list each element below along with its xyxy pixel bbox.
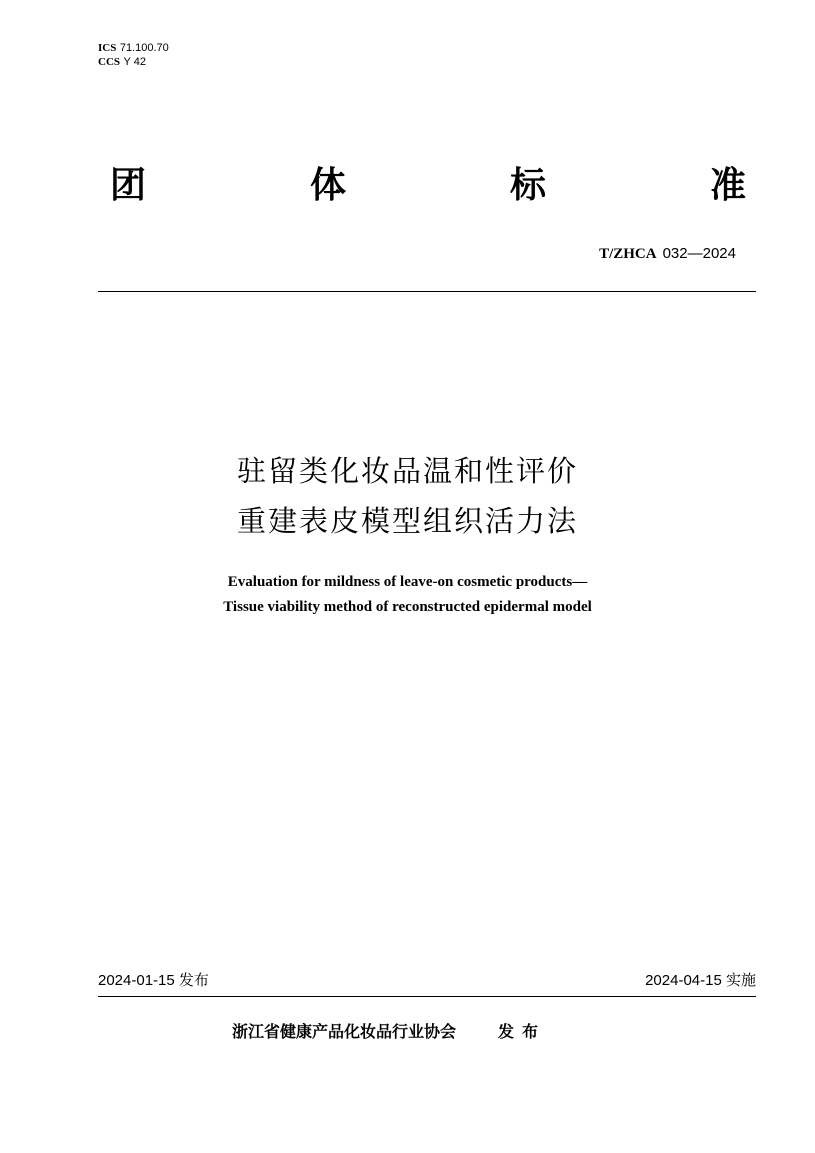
standard-code-prefix: T/ZHCA: [599, 246, 657, 262]
publisher-line: [232, 1022, 546, 1042]
date-row: [98, 972, 756, 990]
ccs-value: Y 42: [123, 56, 146, 68]
publisher-action: 发布: [498, 1022, 547, 1041]
standard-code: [599, 244, 736, 263]
standard-type-char: 标: [509, 165, 546, 206]
publisher-org: 浙江省健康产品化妆品行业协会: [232, 1022, 457, 1041]
ccs-label: CCS: [98, 56, 121, 68]
ics-value: 71.100.70: [119, 42, 169, 54]
chinese-title: [0, 446, 815, 546]
standard-type-char: 准: [709, 165, 746, 206]
standard-type-char: 团: [110, 165, 147, 206]
chinese-title-line-1: 驻留类化妆品温和性评价: [236, 454, 578, 488]
chinese-title-line-2: 重建表皮模型组织活力法: [236, 504, 578, 538]
english-title-line-1: Evaluation for mildness of leave-on cosmetic products—: [227, 574, 588, 590]
bottom-divider: [98, 996, 756, 997]
english-title: [0, 570, 815, 620]
english-title-line-2: Tissue viability method of reconstructed epidermal model: [223, 599, 592, 615]
ics-label: ICS: [98, 42, 117, 54]
standard-type-char: 体: [309, 165, 346, 206]
classification-codes: [98, 41, 169, 69]
publish-date: 2024-01-15 发布: [98, 972, 209, 989]
implement-date: 2024-04-15 实施: [645, 972, 756, 989]
ics-line: [98, 41, 169, 55]
top-divider: [98, 291, 756, 292]
ccs-line: [98, 55, 169, 69]
standard-code-number: 032—2024: [662, 245, 736, 262]
standard-type-heading: [110, 166, 746, 206]
